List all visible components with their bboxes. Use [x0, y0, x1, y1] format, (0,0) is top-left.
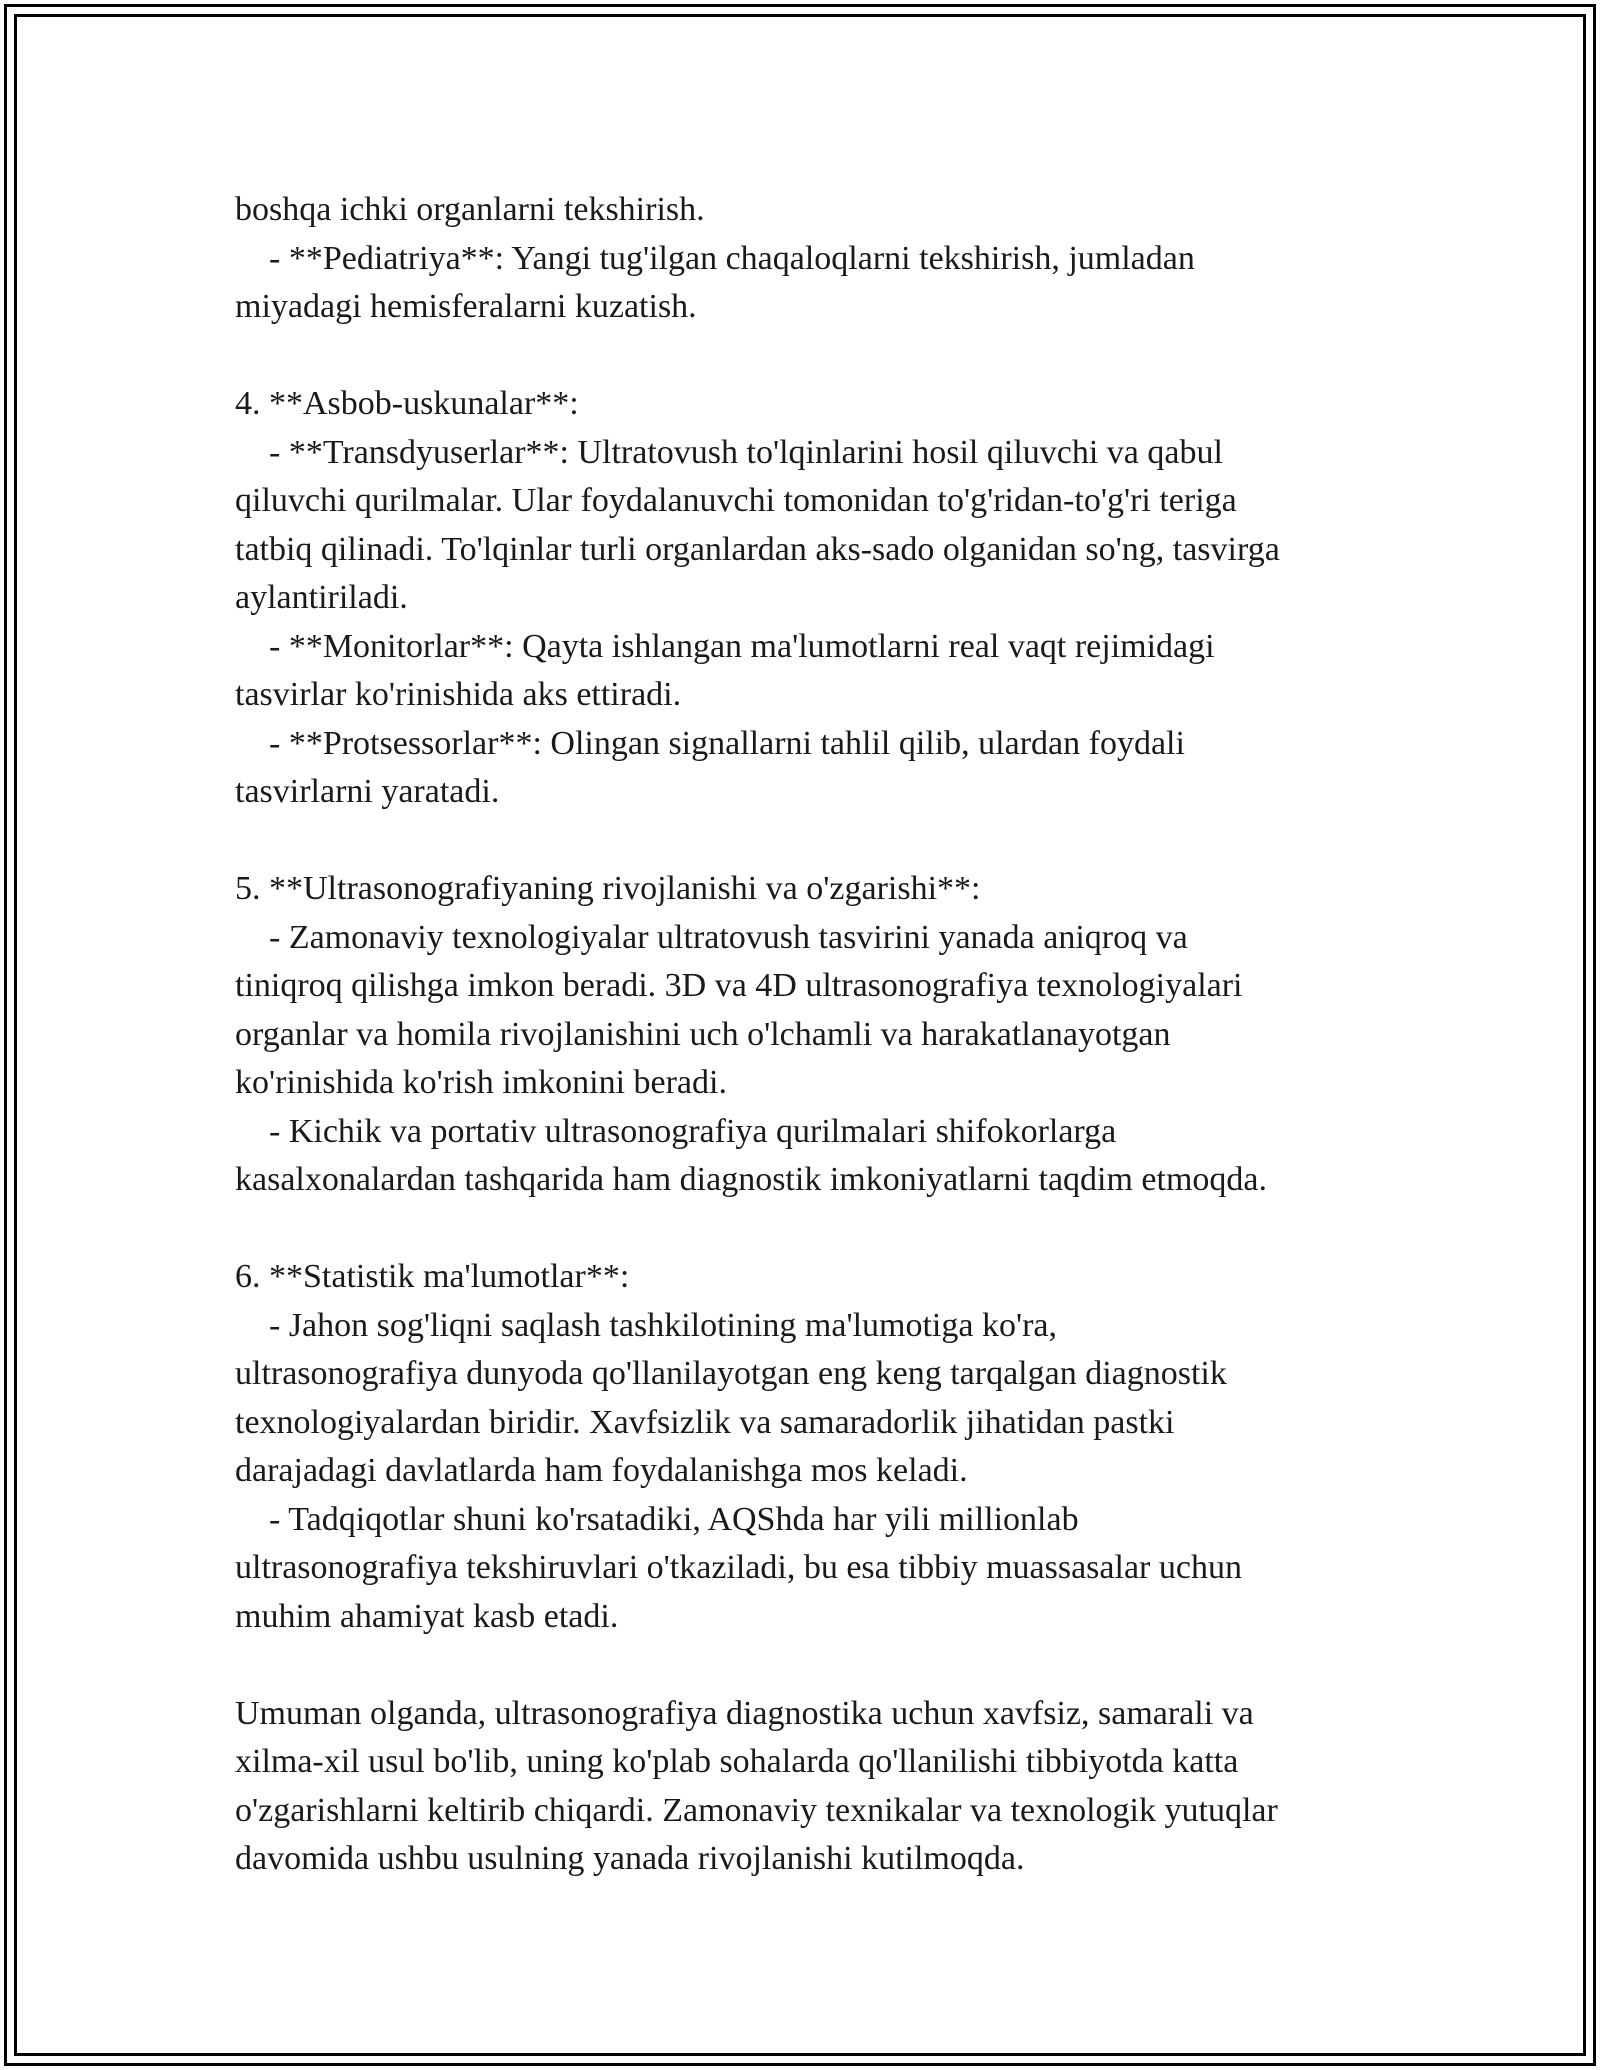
text-line: ultrasonografiya dunyoda qo'llanilayotgan eng keng tarqalgan diagnostik [235, 1355, 1227, 1392]
text-line: - **Pediatriya**: Yangi tug'ilgan chaqaloqlarni tekshirish, jumladan [235, 239, 1195, 277]
text-line: tiniqroq qilishga imkon beradi. 3D va 4D ultrasonografiya texnologiyalari [235, 967, 1243, 1004]
text-line: organlar va homila rivojlanishini uch o'lchamli va harakatlanayotgan [235, 1015, 1171, 1053]
text-line: - **Transdyuserlar**: Ultratovush to'lqinlarini hosil qiluvchi va qabul [235, 433, 1223, 471]
text-line: texnologiyalardan biridir. Xavfsizlik va samaradorlik jihatidan pastki [235, 1403, 1175, 1441]
text-line: - Jahon sog'liqni saqlash tashkilotining ma'lumotiga ko'ra, [235, 1306, 1058, 1344]
blank-line [235, 332, 1385, 381]
blank-line [235, 1205, 1385, 1254]
text-line: - Kichik va portativ ultrasonografiya qurilmalari shifokorlarga [235, 1112, 1117, 1150]
document-body [235, 186, 1385, 1884]
text-line: miyadagi hemisferalarni kuzatish. [235, 288, 697, 325]
text-line: - Tadqiqotlar shuni ko'rsatadiki, AQShda har yili millionlab [235, 1500, 1079, 1538]
text-line: darajadagi davlatlarda ham foydalanishga mos keladi. [235, 1452, 968, 1489]
section-heading: 5. **Ultrasonografiyaning rivojlanishi va o'zgarishi**: [235, 870, 981, 907]
section-heading: 4. **Asbob-uskunalar**: [235, 385, 579, 422]
text-line: boshqa ichki organlarni tekshirish. [235, 191, 705, 228]
text-line: qiluvchi qurilmalar. Ular foydalanuvchi tomonidan to'g'ridan-to'g'ri teriga [235, 482, 1237, 519]
text-line: tasvirlarni yaratadi. [235, 773, 500, 810]
text-line: ultrasonografiya tekshiruvlari o'tkaziladi, bu esa tibbiy muassasalar uchun [235, 1549, 1242, 1586]
text-line: xilma-xil usul bo'lib, uning ko'plab sohalarda qo'llanilishi tibbiyotda katta [235, 1743, 1239, 1780]
text-line: tasvirlar ko'rinishida aks ettiradi. [235, 676, 682, 713]
text-line: muhim ahamiyat kasb etadi. [235, 1597, 619, 1635]
text-line: aylantiriladi. [235, 579, 408, 616]
text-line: Umuman olganda, ultrasonografiya diagnostika uchun xavfsiz, samarali va [235, 1694, 1254, 1732]
text-line: kasalxonalardan tashqarida ham diagnostik imkoniyatlarni taqdim etmoqda. [235, 1161, 1268, 1198]
text-line: ko'rinishida ko'rish imkonini beradi. [235, 1064, 727, 1101]
section-heading: 6. **Statistik ma'lumotlar**: [235, 1258, 630, 1295]
text-line: davomida ushbu usulning yanada rivojlanishi kutilmoqda. [235, 1840, 1025, 1877]
text-line: - **Protsessorlar**: Olingan signallarni tahlil qilib, ulardan foydali [235, 724, 1185, 762]
blank-line [235, 817, 1385, 866]
text-line: - Zamonaviy texnologiyalar ultratovush tasvirini yanada aniqroq va [235, 918, 1188, 956]
blank-line [235, 1641, 1385, 1690]
text-line: - **Monitorlar**: Qayta ishlangan ma'lumotlarni real vaqt rejimidagi [235, 627, 1215, 665]
text-line: tatbiq qilinadi. To'lqinlar turli organlardan aks-sado olganidan so'ng, tasvirga [235, 530, 1280, 568]
text-line: o'zgarishlarni keltirib chiqardi. Zamonaviy texnikalar va texnologik yutuqlar [235, 1791, 1278, 1829]
